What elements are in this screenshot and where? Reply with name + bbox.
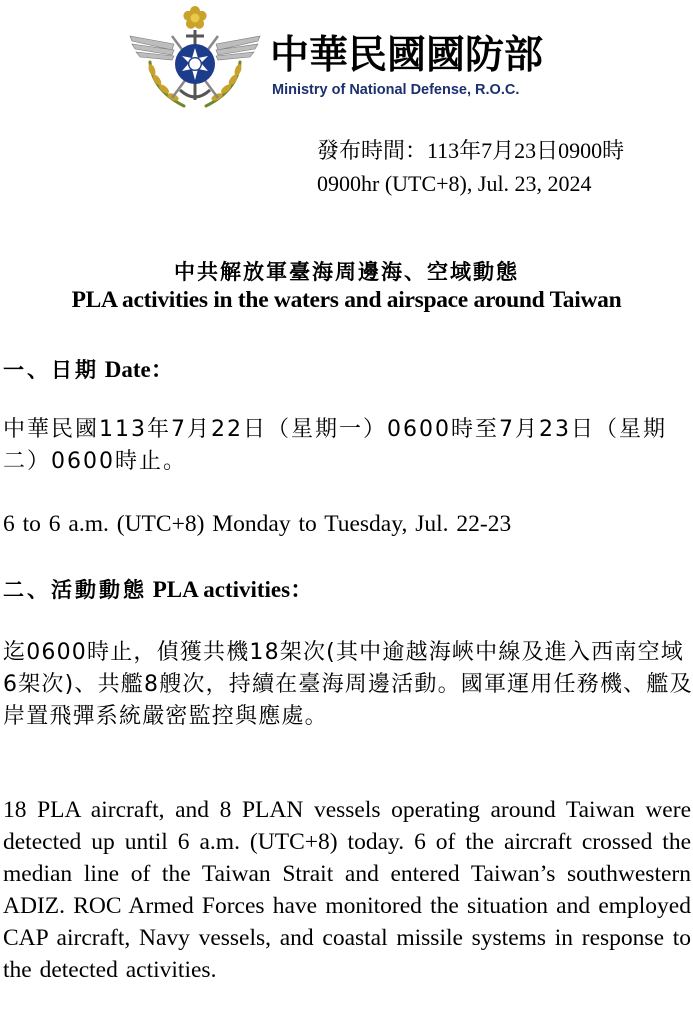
date-body-en: 6 to 6 a.m. (UTC+8) Monday to Tuesday, Jul. 22-23 (3, 511, 512, 537)
section-heading-activities (3, 571, 313, 604)
header (0, 0, 693, 110)
section-heading-activities-en: PLA activities： (152, 577, 314, 602)
release-time (317, 134, 624, 200)
release-time-en: 0900hr (UTC+8), Jul. 23, 2024 (317, 171, 592, 196)
section-heading-activities-zh: 二、活動動態 (3, 578, 147, 602)
ministry-name-en: Ministry of National Defense, R.O.C. (272, 82, 520, 98)
document-title-zh: 中共解放軍臺海周邊海、空域動態 (174, 260, 519, 284)
date-body-zh: 中華民國113年7月22日（星期一）0600時至7月23日（星期二）0600時止。 (3, 417, 667, 474)
activities-body-en: 18 PLA aircraft, and 8 PLAN vessels operating around Taiwan were detected up until 6 a.m. (UTC+8) today. 6 of the aircraft crossed the median line of the Taiwan Strait and entered Taiwan’s southwestern ADIZ. ROC Armed Forces have monitored the situation and employed CAP aircraft, Navy vessels, and coastal missile systems in response to the detected activities. (3, 797, 691, 983)
section-heading-date (3, 351, 174, 384)
release-time-zh: 發布時間：113年7月23日0900時 (317, 138, 625, 163)
section-heading-date-zh: 一、日期 (3, 358, 99, 382)
document-title-en: PLA activities in the waters and airspace around Taiwan (71, 287, 622, 313)
ministry-name-zh: 中華民國國防部 (270, 33, 544, 78)
mnd-emblem-icon (122, 6, 268, 110)
section-heading-date-en: Date： (104, 357, 174, 382)
activities-body-zh: 迄0600時止，偵獲共機18架次(其中逾越海峽中線及進入西南空域6架次)、共艦8艘次，持續在臺海周邊活動。國軍運用任務機、艦及岸置飛彈系統嚴密監控與應處。 (3, 640, 693, 729)
